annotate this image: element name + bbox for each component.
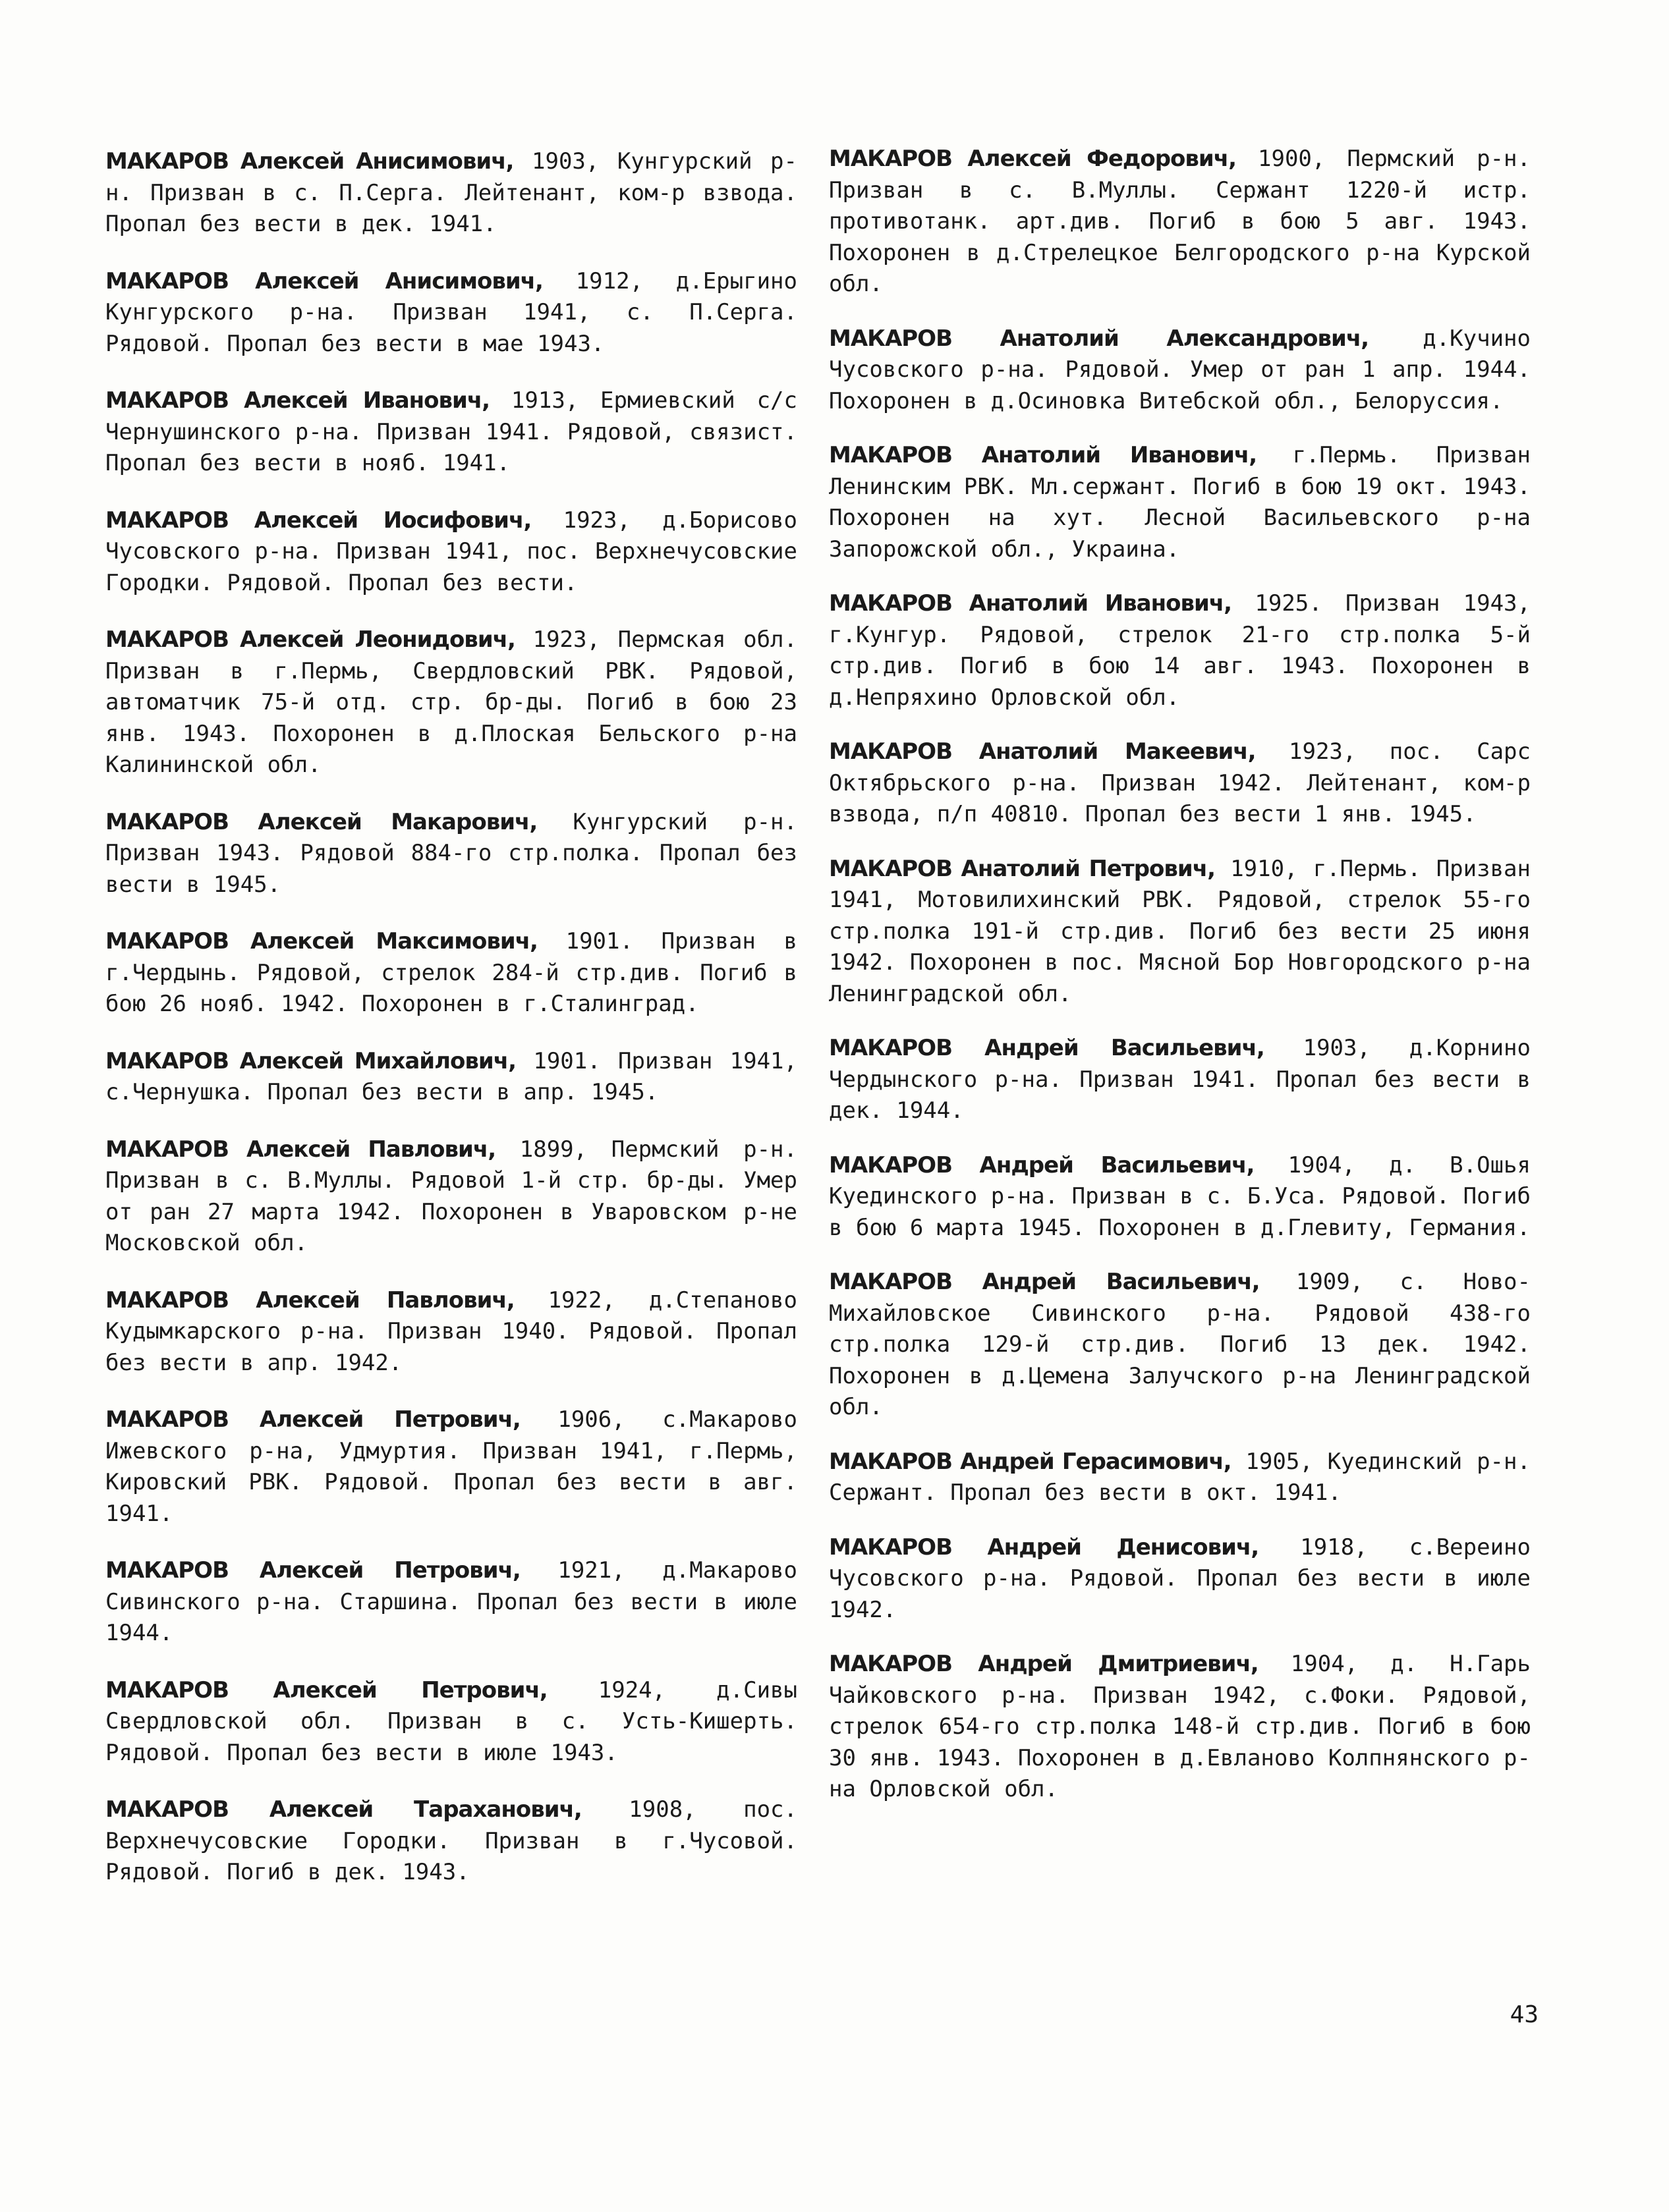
entry-name: МАКАРОВ Анатолий Иванович, bbox=[829, 442, 1257, 468]
entry-text: 1908, пос. Верхнечусовские Городки. Призван в г.Чусовой. Рядовой. Погиб в дек. 1943. bbox=[105, 1796, 797, 1885]
entry-text: 1901. Призван 1941, с.Чернушка. Пропал без вести в апр. 1945. bbox=[105, 1047, 797, 1105]
entry bbox=[829, 1532, 1531, 1626]
entry-text: 1925. Призван 1943, г.Кунгур. Рядовой, стрелок 21-го стр.полка 5-й стр.див. Погиб в бою 14 авг. 1943. Похоронен в д.Непряхино Орловской обл. bbox=[829, 590, 1531, 711]
entry-text: 1899, Пермский р-н. Призван в с. В.Муллы. Рядовой 1-й стр. бр-ды. Умер от ран 27 марта 1942. Похоронен в Уваровском р-не Московской обл. bbox=[105, 1136, 797, 1256]
entry-name: МАКАРОВ Алексей Анисимович, bbox=[105, 267, 543, 294]
entry bbox=[105, 1675, 797, 1769]
entry-name: МАКАРОВ Алексей Павлович, bbox=[105, 1286, 515, 1313]
entry-name: МАКАРОВ Алексей Павлович, bbox=[105, 1136, 496, 1163]
entry-name: МАКАРОВ Алексей Леонидович, bbox=[105, 626, 515, 653]
entry-text: 1903, д.Корнино Чердынского р-на. Призван 1941. Пропал без вести в дек. 1944. bbox=[829, 1035, 1531, 1124]
entry bbox=[829, 588, 1531, 713]
entry-name: МАКАРОВ Алексей Петрович, bbox=[105, 1406, 521, 1433]
entry bbox=[105, 1134, 797, 1259]
entry-name: МАКАРОВ Алексей Тараханович, bbox=[105, 1796, 582, 1823]
entry-text: Кунгурский р-н. Призван 1943. Рядовой 884-го стр.полка. Пропал без вести в 1945. bbox=[105, 808, 797, 898]
entry-name: МАКАРОВ Анатолий Александрович, bbox=[829, 325, 1369, 352]
entry-name: МАКАРОВ Андрей Васильевич, bbox=[829, 1035, 1264, 1061]
entry-text: 1910, г.Пермь. Призван 1941, Мотовилихинский РВК. Рядовой, стрелок 55-го стр.полка 191-й стр.див. Погиб без вести 25 июня 1942. Похоронен в пос. Мясной Бор Новгородского р-на Ленинградской обл. bbox=[829, 855, 1531, 1007]
entry-name: МАКАРОВ Анатолий Иванович, bbox=[829, 590, 1232, 617]
entry bbox=[105, 266, 797, 360]
entry-text: 1913, Ермиевский с/с Чернушинского р-на. Призван 1941. Рядовой, связист. Пропал без вести в нояб. 1941. bbox=[105, 387, 797, 476]
entry-text: 1922, д.Степаново Кудымкарского р-на. Призван 1940. Рядовой. Пропал без вести в апр. 1942. bbox=[105, 1286, 797, 1376]
entry bbox=[829, 323, 1531, 418]
entry-text: 1900, Пермский р-н. Призван в с. В.Муллы. Сержант 1220-й истр. противотанк. арт.див. Погиб в бою 5 авг. 1943. Похоронен в д.Стрелецкое Белгородского р-на Курской обл. bbox=[829, 146, 1531, 297]
entry-name: МАКАРОВ Анатолий Петрович, bbox=[829, 855, 1215, 882]
entry-name: МАКАРОВ Анатолий Макеевич, bbox=[829, 738, 1256, 765]
entry bbox=[829, 736, 1531, 831]
entry bbox=[105, 624, 797, 781]
entry bbox=[105, 1404, 797, 1530]
entry-text: 1923, д.Борисово Чусовского р-на. Призван 1941, пос. Верхнечусовские Городки. Рядовой. Пропал без вести. bbox=[105, 507, 797, 596]
entry-text: 1903, Кунгурский р-н. Призван в с. П.Серга. Лейтенант, ком-р взвода. Пропал без вести в дек. 1941. bbox=[105, 148, 797, 237]
entry bbox=[105, 1794, 797, 1889]
entry-text: 1909, с. Ново-Михайловское Сивинского р-на. Рядовой 438-го стр.полка 129-й стр.див. Погиб 13 дек. 1942. Похоронен в д.Цемена Залучского р-на Ленинградской обл. bbox=[829, 1269, 1531, 1420]
entry-name: МАКАРОВ Андрей Герасимович, bbox=[829, 1448, 1231, 1475]
entry-text: 1906, с.Макарово Ижевского р-на, Удмуртия. Призван 1941, г.Пермь, Кировский РВК. Рядовой. Пропал без вести в авг. 1941. bbox=[105, 1406, 797, 1527]
entry-name: МАКАРОВ Алексей Иосифович, bbox=[105, 507, 532, 534]
entry bbox=[829, 144, 1531, 300]
entry bbox=[829, 1033, 1531, 1127]
entry bbox=[829, 1649, 1531, 1806]
right-column bbox=[829, 144, 1531, 1829]
entry bbox=[105, 926, 797, 1020]
entry bbox=[105, 1046, 797, 1109]
entry-text: 1904, д. Н.Гарь Чайковского р-на. Призван 1942, с.Фоки. Рядовой, стрелок 654-го стр.полка 148-й стр.див. Погиб в бою 30 янв. 1943. Похоронен в д.Евланово Колпнянского р-на Орловской обл. bbox=[829, 1651, 1531, 1802]
left-column bbox=[105, 146, 797, 1914]
entry bbox=[829, 1267, 1531, 1424]
entry-text: 1923, пос. Сарс Октябрьского р-на. Призван 1942. Лейтенант, ком-р взвода, п/п 40810. Пропал без вести 1 янв. 1945. bbox=[829, 738, 1531, 827]
entry-text: 1918, с.Вереино Чусовского р-на. Рядовой. Пропал без вести в июле 1942. bbox=[829, 1534, 1531, 1623]
entry-text: 1924, д.Сивы Свердловской обл. Призван в с. Усть-Кишерть. Рядовой. Пропал без вести в июле 1943. bbox=[105, 1676, 797, 1766]
entry-name: МАКАРОВ Алексей Петрович, bbox=[105, 1676, 548, 1703]
entry-text: д.Кучино Чусовского р-на. Рядовой. Умер от ран 1 апр. 1944. Похоронен в д.Осиновка Витебской обл., Белоруссия. bbox=[829, 325, 1531, 414]
entry-text: г.Пермь. Призван Ленинским РВК. Мл.сержант. Погиб в бою 19 окт. 1943. Похоронен на хут. Лесной Васильевского р-на Запорожской обл., Украина. bbox=[829, 442, 1531, 563]
entry-name: МАКАРОВ Алексей Федорович, bbox=[829, 146, 1236, 172]
page-number: 43 bbox=[1510, 2001, 1539, 2028]
entry-text: 1901. Призван в г.Чердынь. Рядовой, стрелок 284-й стр.див. Погиб в бою 26 нояб. 1942. Похоронен в г.Сталинград. bbox=[105, 928, 797, 1017]
entry-text: 1923, Пермская обл. Призван в г.Пермь, Свердловский РВК. Рядовой, автоматчик 75-й отд. стр. бр-ды. Погиб в бою 23 янв. 1943. Похоронен в д.Плоская Бельского р-на Калининской обл. bbox=[105, 626, 797, 778]
entry bbox=[105, 505, 797, 599]
entry-name: МАКАРОВ Андрей Дмитриевич, bbox=[829, 1651, 1259, 1677]
entry-text: 1921, д.Макарово Сивинского р-на. Старшина. Пропал без вести в июле 1944. bbox=[105, 1557, 797, 1646]
entry bbox=[829, 1447, 1531, 1509]
entry bbox=[105, 146, 797, 240]
entry-text: 1912, д.Ерыгино Кунгурского р-на. Призван 1941, с. П.Серга. Рядовой. Пропал без вести в мае 1943. bbox=[105, 267, 797, 357]
entry-name: МАКАРОВ Алексей Максимович, bbox=[105, 928, 538, 954]
entry-name: МАКАРОВ Андрей Васильевич, bbox=[829, 1151, 1255, 1178]
entry-text: 1904, д. В.Ошья Куединского р-на. Призван в с. Б.Уса. Рядовой. Погиб в бою 6 марта 1945. Похоронен в д.Глевиту, Германия. bbox=[829, 1151, 1531, 1241]
entry-name: МАКАРОВ Андрей Васильевич, bbox=[829, 1269, 1260, 1295]
entry-name: МАКАРОВ Алексей Михайлович, bbox=[105, 1047, 516, 1074]
entry-name: МАКАРОВ Андрей Денисович, bbox=[829, 1534, 1259, 1561]
entry bbox=[829, 854, 1531, 1010]
entry bbox=[829, 1150, 1531, 1244]
entry-text: 1905, Куединский р-н. Сержант. Пропал без вести в окт. 1941. bbox=[829, 1448, 1531, 1506]
entry-name: МАКАРОВ Алексей Иванович, bbox=[105, 387, 490, 414]
entry-name: МАКАРОВ Алексей Макарович, bbox=[105, 808, 538, 835]
entry-name: МАКАРОВ Алексей Анисимович, bbox=[105, 148, 514, 175]
entry bbox=[105, 807, 797, 901]
entry bbox=[829, 440, 1531, 565]
entry bbox=[105, 385, 797, 480]
entry bbox=[105, 1285, 797, 1379]
entry bbox=[105, 1555, 797, 1649]
entry-name: МАКАРОВ Алексей Петрович, bbox=[105, 1557, 521, 1584]
